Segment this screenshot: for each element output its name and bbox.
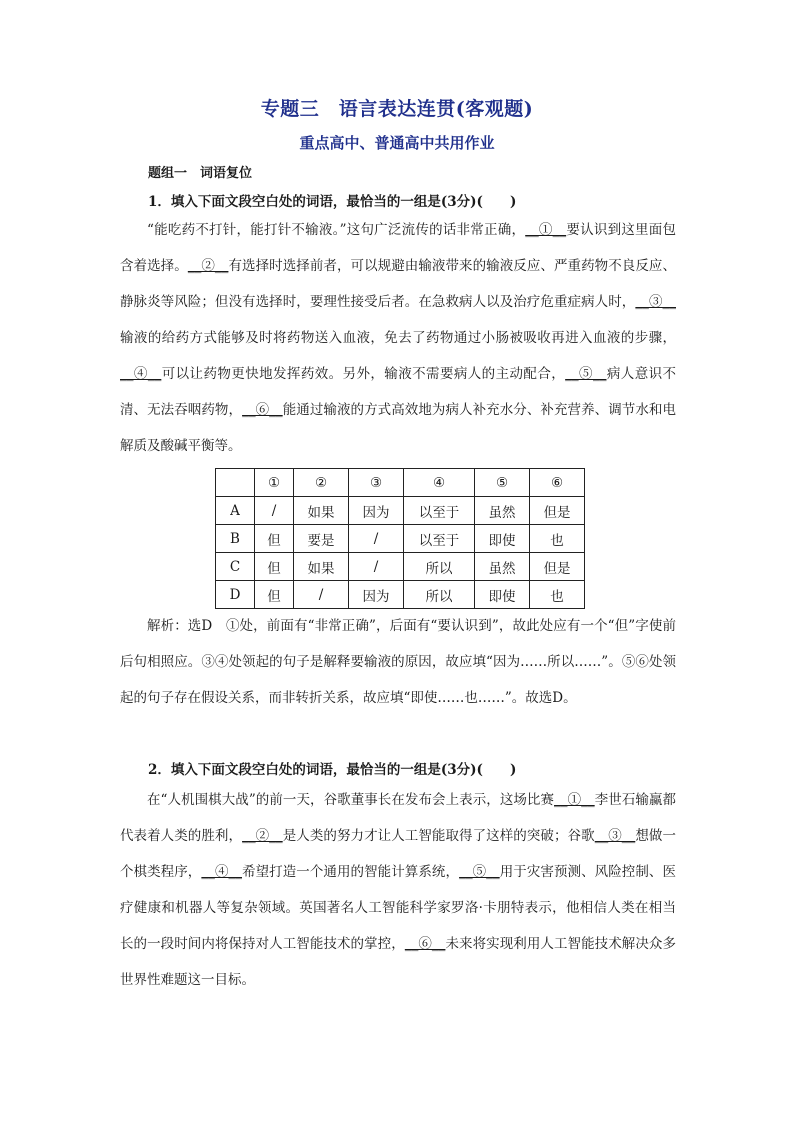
table-cell: ① xyxy=(255,469,294,497)
table-row xyxy=(216,581,585,609)
table-cell: ⑤ xyxy=(475,469,530,497)
table-cell: 因为 xyxy=(349,581,404,609)
table-row xyxy=(216,497,585,525)
question-1-passage xyxy=(120,212,676,464)
page-title: 专题三 语言表达连贯(客观题) xyxy=(260,98,534,120)
passage-text: 希望打造一个通用的智能计算系统， xyxy=(242,864,460,880)
blank-4: __④__ xyxy=(201,864,242,880)
passage-text: 想做一个棋类程序， xyxy=(120,828,676,880)
table-cell: 即使 xyxy=(475,581,530,609)
table-cell: 但 xyxy=(255,581,294,609)
passage-text: 李世石输赢都代表着人类的胜利， xyxy=(120,792,677,844)
blank-3: __③__ xyxy=(635,294,676,310)
table-row xyxy=(216,553,585,581)
passage-text: 在“人机围棋大战”的前一天，谷歌董事长在发布会上表示，这场比赛 xyxy=(147,792,555,808)
table-cell: 但 xyxy=(255,553,294,581)
table-cell: 虽然 xyxy=(475,553,530,581)
blank-5: __⑤__ xyxy=(565,366,607,382)
table-cell: 虽然 xyxy=(475,497,530,525)
passage-text: 用于灾害预测、风险控制、医疗健康和机器人等复杂领域。英国著名人工智能科学家罗洛·卡朋特表示，他相信人类在相当长的一段时间内将保持对人工智能技术的掌控， xyxy=(120,864,676,952)
table-cell: 但 xyxy=(255,525,294,553)
options-header-row xyxy=(216,469,585,497)
page-subtitle: 重点高中、普通高中共用作业 xyxy=(299,134,495,152)
blank-6: __⑥__ xyxy=(242,402,283,418)
passage-text: 输液的给药方式能够及时将药物送入血液，免去了药物通过小肠被吸收再进入血液的步骤， xyxy=(120,330,676,346)
table-cell: D xyxy=(216,581,255,609)
blank-4: __④__ xyxy=(120,366,162,382)
table-cell: ⑥ xyxy=(530,469,585,497)
question-1-title: 1．填入下面文段空白处的词语，最恰当的一组是(3分)( ) xyxy=(148,194,517,210)
blank-1: __①__ xyxy=(554,792,595,808)
table-cell: C xyxy=(216,553,255,581)
table-cell: ④ xyxy=(404,469,475,497)
passage-text: 病人意识不清、无法吞咽药物， xyxy=(120,366,677,418)
table-cell: / xyxy=(349,525,404,553)
table-cell: 即使 xyxy=(475,525,530,553)
table-cell: 如果 xyxy=(294,497,349,525)
table-cell: 所以 xyxy=(404,553,475,581)
blank-3: __③__ xyxy=(594,828,636,844)
passage-text: 可以让药物更快地发挥药效。另外，输液不需要病人的主动配合， xyxy=(161,366,566,382)
table-cell: 要是 xyxy=(294,525,349,553)
table-cell: B xyxy=(216,525,255,553)
passage-text: “能吃药不打针，能打针不输液。”这句广泛流传的话非常正确， xyxy=(147,222,526,238)
blank-1: __①__ xyxy=(525,222,567,238)
table-cell: 但是 xyxy=(530,553,585,581)
table-cell: 也 xyxy=(530,581,585,609)
passage-text: 能通过输液的方式高效地为病人补充水分、补充营养、调节水和电解质及酸碱平衡等。 xyxy=(120,402,676,454)
blank-5: __⑤__ xyxy=(459,864,500,880)
table-cell: 如果 xyxy=(294,553,349,581)
table-cell: A xyxy=(216,497,255,525)
table-cell: / xyxy=(294,581,349,609)
options-table xyxy=(215,468,585,609)
blank-6: __⑥__ xyxy=(404,936,446,952)
table-cell xyxy=(216,469,255,497)
table-cell: 以至于 xyxy=(404,525,475,553)
table-cell: 也 xyxy=(530,525,585,553)
passage-text: 未来将实现利用人工智能技术解决众多世界性难题这一目标。 xyxy=(120,936,676,988)
table-cell: ② xyxy=(294,469,349,497)
group-title: 题组一 词语复位 xyxy=(148,166,253,181)
table-cell: / xyxy=(255,497,294,525)
table-cell: 但是 xyxy=(530,497,585,525)
blank-2: __②__ xyxy=(242,828,283,844)
blank-2: __②__ xyxy=(187,258,229,274)
question-2-passage xyxy=(120,782,676,998)
passage-text: 有选择时选择前者，可以规避由输液带来的输液反应、严重药物不良反应、静脉炎等风险；但没有选择时，要理性接受后者。在急救病人以及治疗危重症病人时， xyxy=(120,258,676,310)
table-cell: / xyxy=(349,553,404,581)
table-row xyxy=(216,525,585,553)
table-cell: 所以 xyxy=(404,581,475,609)
table-cell: 以至于 xyxy=(404,497,475,525)
table-cell: ③ xyxy=(349,469,404,497)
passage-text: 是人类的努力才让人工智能取得了这样的突破；谷歌 xyxy=(282,828,595,844)
question-1-analysis: 解析：选D ①处，前面有“非常正确”，后面有“要认识到”，故此处应有一个“但”字使前后句相照应。③④处领起的句子是解释要输液的原因，故应填“因为……所以……”。⑤⑥处领起的句子存在假设关系，而非转折关系，故应填“即使……也……”。故选D。 xyxy=(120,618,676,706)
table-cell: 因为 xyxy=(349,497,404,525)
passage-text: 要认识到这里面包含着选择。 xyxy=(120,222,677,274)
question-2-title: 2．填入下面文段空白处的词语，最恰当的一组是(3分)( ) xyxy=(148,762,517,778)
